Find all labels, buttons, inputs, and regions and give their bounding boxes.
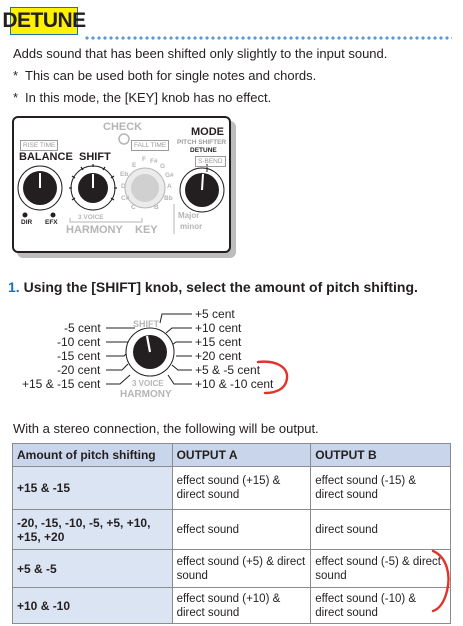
efx-dot-icon (51, 213, 56, 218)
key-note: G (160, 163, 166, 170)
cent-label-right: +5 & -5 cent (195, 363, 261, 377)
table-cell: effect sound (+10) & direct sound (172, 588, 311, 624)
three-voice-label: 3 VOICE (78, 214, 104, 221)
balance-label: BALANCE (19, 151, 73, 163)
table-cell: effect sound (+15) & direct sound (172, 467, 311, 510)
key-note: F# (150, 158, 158, 165)
key-note: B (154, 204, 159, 211)
cent-label-left: +15 & -15 cent (22, 377, 101, 391)
cent-label-left: -10 cent (57, 335, 101, 349)
key-note: F (142, 156, 146, 163)
column-header: Amount of pitch shifting (13, 444, 173, 467)
cent-label-right: +20 cent (195, 349, 242, 363)
key-note: Bb (164, 195, 173, 202)
shift-diagram-knob-icon (126, 328, 174, 376)
table-cell: +15 & -15 (13, 467, 173, 510)
table-row (13, 588, 451, 624)
key-knob-icon (125, 168, 165, 208)
table-cell: effect sound (-5) & direct sound (311, 550, 451, 588)
key-label: KEY (135, 224, 158, 236)
check-led-icon (119, 134, 129, 144)
fall-time-label: FALL TIME (131, 140, 169, 151)
diagram-harmony-label: HARMONY (120, 389, 172, 400)
efx-label: EFX (45, 219, 58, 226)
harmony-label: HARMONY (66, 224, 123, 236)
dotted-divider (84, 36, 452, 40)
dir-label: DIR (21, 219, 33, 226)
table-red-annotation (429, 547, 459, 617)
key-note: C (131, 204, 136, 211)
step-text: Using the [SHIFT] knob, select the amount of pitch shifting. (23, 279, 418, 295)
device-panel (12, 116, 231, 253)
table-row (13, 510, 451, 550)
key-note: G# (165, 172, 174, 179)
key-note: E (132, 162, 137, 169)
table-cell: +5 & -5 (13, 550, 173, 588)
note-text: In this mode, the [KEY] knob has no effect. (25, 90, 272, 105)
minor-label: minor (180, 222, 203, 231)
cent-label-right: +10 & -10 cent (195, 377, 274, 391)
table-cell: -20, -15, -10, -5, +5, +10, +15, +20 (13, 510, 173, 550)
cent-label-right: +5 cent (195, 307, 235, 321)
cent-label-right: +10 cent (195, 321, 242, 335)
rise-time-label: RISE TIME (20, 140, 58, 151)
table-header-row (13, 444, 451, 467)
major-label: Major (178, 211, 200, 220)
column-header: OUTPUT A (172, 444, 311, 467)
diagram-three-voice-label: 3 VOICE (132, 379, 164, 388)
cent-label-left: -20 cent (57, 363, 101, 377)
step-number: 1. (8, 279, 20, 295)
key-note: D (121, 183, 126, 190)
shift-label: SHIFT (79, 151, 111, 163)
mode-label: MODE (191, 126, 224, 138)
mode-knob-icon (180, 168, 224, 212)
table-cell: effect sound (-10) & direct sound (311, 588, 451, 624)
note-item (13, 68, 316, 83)
pitch-shifter-label: PITCH SHIFTER (177, 139, 227, 146)
stereo-note: With a stereo connection, the following will be output. (13, 421, 319, 436)
s-bend-label: S-BEND (195, 156, 226, 167)
red-annotation-bracket (433, 551, 448, 611)
note-item (13, 90, 271, 105)
table-row (13, 467, 451, 510)
cent-label-left: -5 cent (64, 321, 101, 335)
balance-knob-icon (18, 166, 62, 210)
table-cell: +10 & -10 (13, 588, 173, 624)
note-marker: * (13, 68, 19, 83)
key-note: Eb (120, 171, 129, 178)
check-label: CHECK (103, 121, 143, 133)
section-title: DETUNE (10, 7, 78, 35)
key-note: C# (121, 195, 130, 202)
column-header: OUTPUT B (311, 444, 451, 467)
table-cell: effect sound (+5) & direct sound (172, 550, 311, 588)
note-text: This can be used both for single notes and chords. (25, 68, 317, 83)
note-marker: * (13, 90, 19, 105)
step-heading (8, 279, 418, 295)
table-cell: effect sound (172, 510, 311, 550)
table-cell: direct sound (311, 510, 451, 550)
section-description: Adds sound that has been shifted only slightly to the input sound. (13, 46, 388, 61)
dir-dot-icon (23, 213, 28, 218)
table-cell: effect sound (-15) & direct sound (311, 467, 451, 510)
key-note: A (167, 183, 172, 190)
table-row (13, 550, 451, 588)
output-table (12, 443, 451, 624)
cent-label-left: -15 cent (57, 349, 101, 363)
shift-knob-icon (69, 164, 117, 210)
cent-label-right: +15 cent (195, 335, 242, 349)
diagram-shift-label: SHIFT (133, 319, 159, 329)
detune-mode-label: DETUNE (190, 147, 217, 154)
